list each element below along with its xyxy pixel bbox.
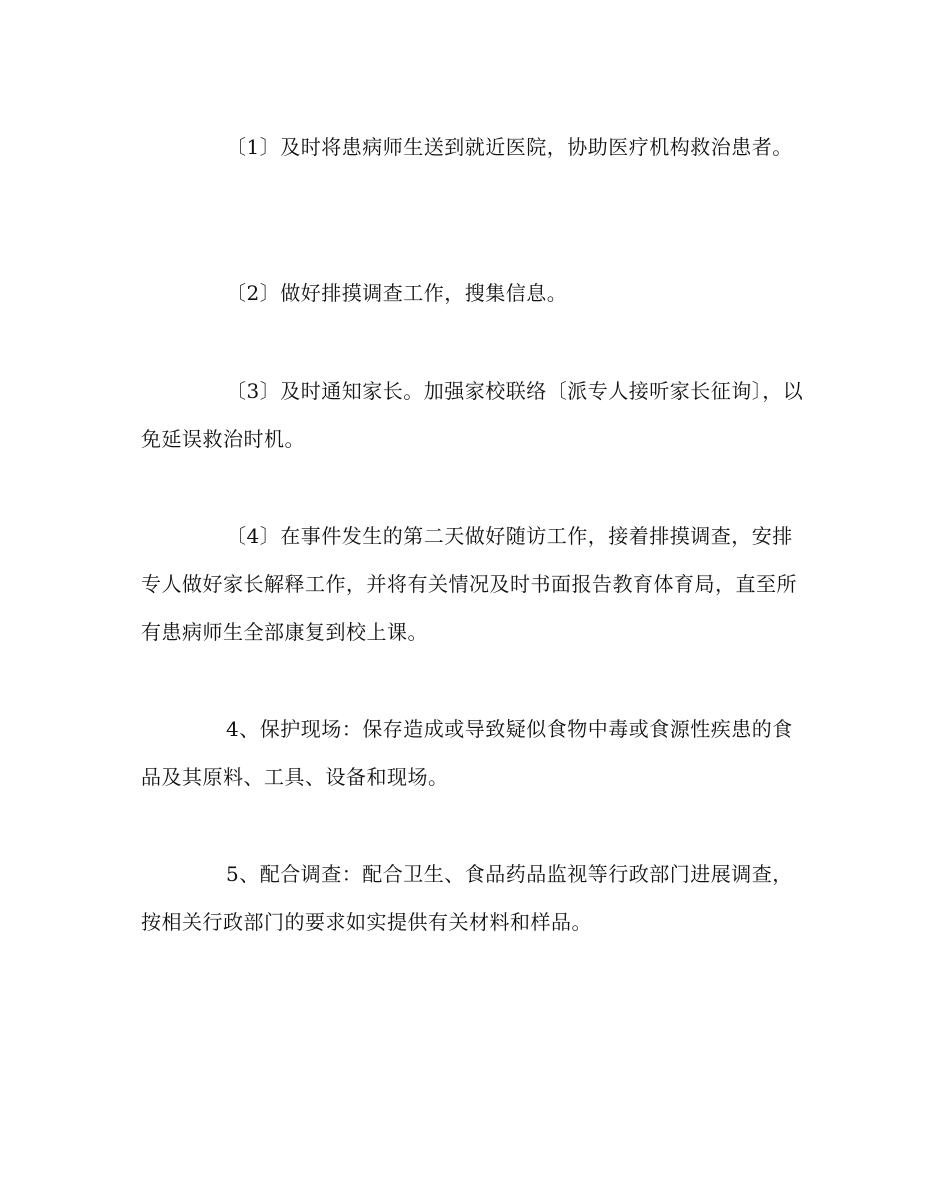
paragraph-5: 4、保护现场：保存造成或导致疑似食物中毒或食源性疾患的食品及其原料、工具、设备和现场。 [141,717,793,789]
paragraph-1: 〔1〕及时将患病师生送到就近医院，协助医疗机构救治患者。 [226,135,793,159]
paragraph-2: 〔2〕做好排摸调查工作，搜集信息。 [226,281,568,305]
paragraph-3: 〔3〕及时通知家长。加强家校联络〔派专人接听家长征询〕，以免延误救治时机。 [141,379,804,451]
paragraph-4: 〔4〕在事件发生的第二天做好随访工作，接着排摸调查，安排专人做好家长解释工作，并将有关情况及时书面报告教育体育局，直至所有患病师生全部康复到校上课。 [141,524,797,644]
paragraph-6: 5、配合调查：配合卫生、食品药品监视等行政部门进展调查，按相关行政部门的要求如实提供有关材料和样品。 [141,862,793,934]
